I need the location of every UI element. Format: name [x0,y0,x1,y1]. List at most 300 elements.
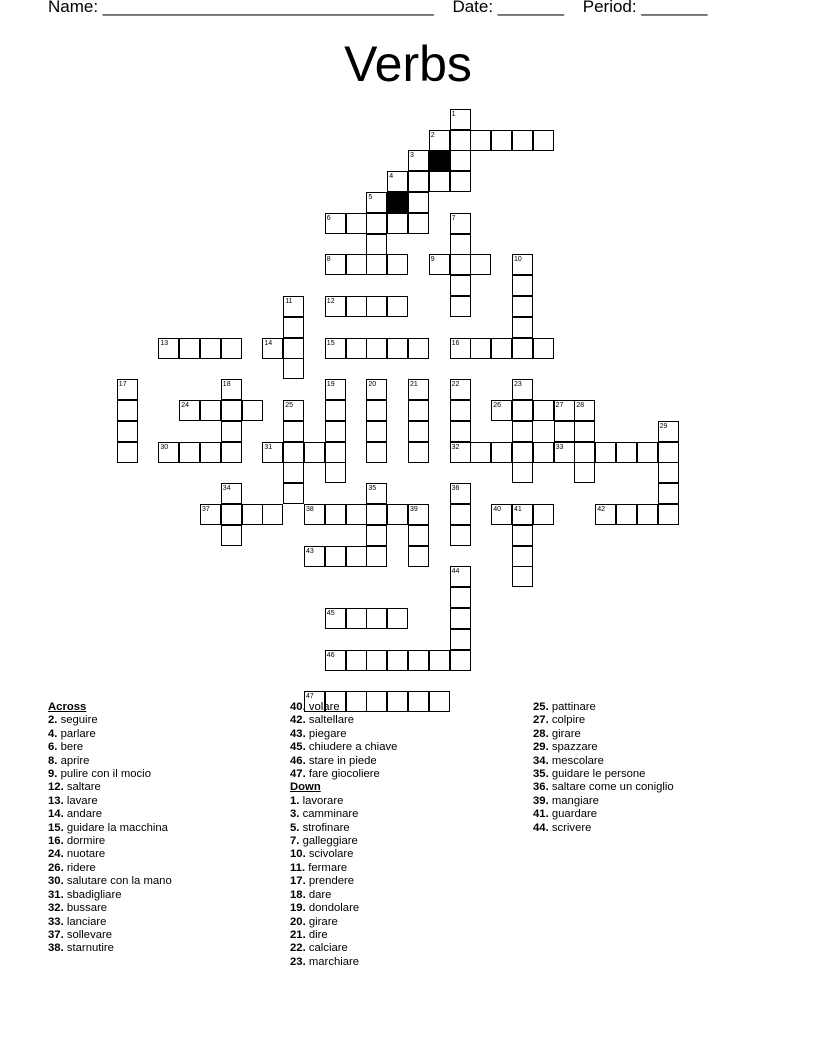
clue-text: dormire [66,835,106,848]
answer-cell[interactable] [366,379,387,400]
answer-cell[interactable] [346,254,367,275]
answer-cell[interactable] [262,504,283,525]
answer-cell[interactable] [366,442,387,463]
answer-cell[interactable] [574,400,595,421]
clue-number-label: 26 [493,402,501,409]
clue-text: chiudere a chiave [308,741,398,754]
answer-cell[interactable] [595,504,616,525]
answer-cell[interactable] [366,254,387,275]
clue-number: 31. [48,888,64,901]
answer-cell[interactable] [512,254,533,275]
answer-cell[interactable] [408,338,429,359]
down-heading: Down [290,781,321,794]
answer-cell[interactable] [450,109,471,130]
answer-cell[interactable] [408,525,429,546]
answer-cell[interactable] [387,213,408,234]
clue-item [290,701,397,714]
clue-text: volare [308,701,340,713]
clue-number: 32. [48,902,64,915]
clue-text: dire [308,928,328,941]
clues-column-3 [533,701,674,835]
clue-number: 43. [290,727,306,740]
answer-cell[interactable] [346,213,367,234]
clue-number-label: 21 [410,381,418,389]
answer-cell[interactable] [346,504,367,525]
clue-number: 18. [290,888,306,901]
clue-text: nuotare [66,848,106,861]
answer-cell[interactable] [366,338,387,359]
answer-cell[interactable] [616,442,637,463]
answer-cell[interactable] [325,421,346,442]
answer-cell[interactable] [158,442,179,463]
answer-cell[interactable] [366,296,387,317]
answer-cell[interactable] [325,546,346,567]
clue-item [48,889,172,902]
answer-cell[interactable] [658,504,679,525]
answer-cell[interactable] [429,650,450,671]
answer-cell[interactable] [512,400,533,421]
clue-number-label: 35 [368,485,377,493]
clue-number-label: 31 [264,443,273,451]
answer-cell[interactable] [200,504,221,525]
answer-cell[interactable] [450,629,471,650]
answer-cell[interactable] [221,504,242,525]
answer-cell[interactable] [366,608,387,629]
clue-number: 47. [290,768,306,781]
clue-number-label: 34 [222,485,231,493]
clue-item [48,929,172,942]
answer-cell[interactable] [346,608,367,629]
answer-cell[interactable] [387,504,408,525]
clue-number-label: 37 [202,506,210,513]
answer-cell[interactable] [450,296,471,317]
answer-cell[interactable] [158,338,179,359]
down-list-part-2 [533,701,674,835]
clue-item [290,916,397,929]
name-field[interactable]: Name: ___________________________________ [48,0,434,16]
clue-number-label: 36 [451,485,460,493]
answer-cell[interactable] [221,421,242,442]
answer-cell[interactable] [262,338,283,359]
clue-number: 12. [48,781,64,794]
answer-cell[interactable] [242,504,263,525]
answer-cell[interactable] [117,400,138,421]
clue-number: 27. [533,714,549,727]
answer-cell[interactable] [408,442,429,463]
clue-number-label: 32 [451,443,460,451]
answer-cell[interactable] [408,192,429,213]
answer-cell[interactable] [491,338,512,359]
clue-number: 14. [48,808,64,821]
clue-number: 44. [533,821,549,834]
answer-cell[interactable] [533,400,554,421]
clue-number-label: 11 [285,298,293,305]
answer-cell[interactable] [387,171,408,192]
answer-cell[interactable] [491,400,512,421]
clue-item [290,942,397,955]
answer-cell[interactable] [450,379,471,400]
clue-number-label: 45 [326,610,335,617]
answer-cell[interactable] [470,338,491,359]
answer-cell[interactable] [512,275,533,296]
clue-number-label: 16 [451,339,460,347]
answer-cell[interactable] [637,442,658,463]
clue-number-label: 10 [514,256,522,264]
answer-cell[interactable] [429,171,450,192]
answer-cell[interactable] [408,213,429,234]
clue-number-label: 24 [181,402,189,409]
clue-number: 7. [290,835,300,848]
clue-number: 17. [290,875,306,888]
clue-text: fermare [308,861,348,874]
clue-text: lavare [66,794,98,807]
clue-text: lanciare [66,915,107,928]
answer-cell[interactable] [450,650,471,671]
answer-cell[interactable] [325,296,346,317]
date-field[interactable]: Date: _______ [452,0,564,16]
clue-text: spazzare [551,741,598,754]
answer-cell[interactable] [283,296,304,317]
clue-number-label: 43 [306,547,314,555]
answer-cell[interactable] [450,338,471,359]
clue-number: 38. [48,942,64,955]
clue-text: calciare [308,942,348,955]
answer-cell[interactable] [117,379,138,400]
answer-cell[interactable] [450,587,471,608]
clue-number: 23. [290,955,306,968]
clue-number-label: 14 [264,339,273,347]
answer-cell[interactable] [408,504,429,525]
answer-cell[interactable] [450,608,471,629]
clue-number: 10. [290,848,306,861]
answer-cell[interactable] [450,400,471,421]
answer-cell[interactable] [491,504,512,525]
clue-number: 4. [48,727,58,740]
answer-cell[interactable] [450,421,471,442]
answer-cell[interactable] [450,171,471,192]
answer-cell[interactable] [221,379,242,400]
clue-item [533,741,674,754]
clue-number-label: 15 [326,339,335,347]
answer-cell[interactable] [221,442,242,463]
clue-number: 37. [48,928,64,941]
answer-cell[interactable] [450,525,471,546]
clue-number: 36. [533,781,549,794]
clue-text: marchiare [308,955,360,968]
clue-number: 45. [290,741,306,754]
answer-cell[interactable] [179,400,200,421]
answer-cell[interactable] [408,171,429,192]
clues-column-2 [290,701,397,969]
answer-cell[interactable] [117,421,138,442]
clue-text: sbadigliare [66,888,122,901]
answer-cell[interactable] [512,421,533,442]
answer-cell[interactable] [533,504,554,525]
answer-cell[interactable] [366,192,387,213]
clue-number: 24. [48,848,64,861]
answer-cell[interactable] [366,504,387,525]
clue-number-label: 27 [555,402,564,409]
answer-cell[interactable] [450,566,471,587]
answer-cell[interactable] [470,130,491,151]
clue-number: 46. [290,754,306,767]
answer-cell[interactable] [262,442,283,463]
answer-cell[interactable] [533,130,554,151]
clue-item [48,902,172,915]
answer-cell[interactable] [616,504,637,525]
clue-number: 22. [290,942,306,955]
answer-cell[interactable] [346,546,367,567]
answer-cell[interactable] [554,442,575,463]
clue-number: 42. [290,714,306,727]
answer-cell[interactable] [366,213,387,234]
clue-text: lavorare [302,794,344,807]
answer-cell[interactable] [450,213,471,234]
answer-cell[interactable] [658,483,679,504]
clue-number-label: 3 [410,152,414,160]
answer-cell[interactable] [658,462,679,483]
answer-cell[interactable] [450,234,471,255]
answer-cell[interactable] [366,483,387,504]
clue-number-label: 42 [597,506,605,513]
clue-text: andare [66,808,103,821]
clue-number-label: 17 [118,381,127,389]
clue-number: 30. [48,875,64,888]
answer-cell[interactable] [283,442,304,463]
answer-cell[interactable] [283,317,304,338]
clue-text: guidare la macchina [66,821,168,834]
answer-cell[interactable] [554,400,575,421]
clue-text: girare [308,915,338,928]
answer-cell[interactable] [512,442,533,463]
clue-item [48,741,172,754]
clue-number-label: 30 [160,443,169,451]
clue-number: 16. [48,835,64,848]
answer-cell[interactable] [408,379,429,400]
answer-cell[interactable] [366,650,387,671]
answer-cell[interactable] [366,421,387,442]
answer-cell[interactable] [408,150,429,171]
answer-cell[interactable] [491,442,512,463]
answer-cell[interactable] [366,546,387,567]
clue-item [48,875,172,888]
answer-cell[interactable] [304,442,325,463]
answer-cell[interactable] [512,296,533,317]
clue-item [48,942,172,955]
clue-number-label: 33 [555,443,564,451]
clue-number: 26. [48,861,64,874]
answer-cell[interactable] [512,462,533,483]
answer-cell[interactable] [491,130,512,151]
clue-number-label: 2 [430,131,435,139]
clue-number: 41. [533,808,549,821]
answer-cell[interactable] [325,462,346,483]
answer-cell[interactable] [470,254,491,275]
clue-item [48,728,172,741]
clue-number-label: 22 [451,381,460,389]
answer-cell[interactable] [304,504,325,525]
answer-cell[interactable] [408,400,429,421]
answer-cell[interactable] [366,525,387,546]
clue-item [290,728,397,741]
clue-item [290,808,397,821]
answer-cell[interactable] [221,525,242,546]
answer-cell[interactable] [533,442,554,463]
answer-cell[interactable] [387,338,408,359]
answer-cell[interactable] [533,338,554,359]
answer-cell[interactable] [387,608,408,629]
clue-number: 8. [48,754,58,767]
clue-item [48,916,172,929]
answer-cell[interactable] [595,442,616,463]
answer-cell[interactable] [325,338,346,359]
answer-cell[interactable] [574,421,595,442]
answer-cell[interactable] [512,317,533,338]
answer-cell[interactable] [512,546,533,567]
answer-cell[interactable] [325,504,346,525]
answer-cell[interactable] [325,254,346,275]
answer-cell[interactable] [574,462,595,483]
clue-text: seguire [60,714,98,727]
clue-item [533,768,674,781]
clue-number-label: 39 [410,506,418,513]
clue-number: 3. [290,808,300,821]
answer-cell[interactable] [450,483,471,504]
answer-cell[interactable] [450,254,471,275]
answer-cell[interactable] [346,296,367,317]
clue-text: dare [308,888,332,901]
answer-cell[interactable] [179,442,200,463]
answer-cell[interactable] [450,504,471,525]
answer-cell[interactable] [325,608,346,629]
answer-cell[interactable] [658,442,679,463]
answer-cell[interactable] [221,483,242,504]
answer-cell[interactable] [574,442,595,463]
answer-cell[interactable] [408,691,429,712]
answer-cell[interactable] [200,442,221,463]
clue-text: scivolare [308,848,354,861]
answer-cell[interactable] [512,130,533,151]
clue-number-label: 38 [306,506,314,513]
clue-item [48,714,172,727]
clue-item [48,808,172,821]
answer-cell[interactable] [658,421,679,442]
clue-item [290,741,397,754]
answer-cell[interactable] [117,442,138,463]
answer-cell[interactable] [408,421,429,442]
answer-cell[interactable] [366,400,387,421]
answer-cell[interactable] [512,504,533,525]
clue-number: 5. [290,821,300,834]
answer-cell[interactable] [304,546,325,567]
answer-cell[interactable] [429,130,450,151]
answer-cell[interactable] [346,338,367,359]
answer-cell[interactable] [450,442,471,463]
answer-cell[interactable] [450,150,471,171]
clue-item [48,862,172,875]
answer-cell[interactable] [470,442,491,463]
answer-cell[interactable] [325,379,346,400]
answer-cell[interactable] [512,379,533,400]
clue-item [48,835,172,848]
answer-cell[interactable] [283,462,304,483]
answer-cell[interactable] [387,296,408,317]
clue-text: pattinare [551,701,596,713]
clue-item [533,728,674,741]
answer-cell[interactable] [512,338,533,359]
clue-item [290,862,397,875]
answer-cell[interactable] [450,275,471,296]
clue-item [533,808,674,821]
answer-cell[interactable] [283,358,304,379]
clue-item [290,835,397,848]
clue-number-label: 29 [659,422,668,430]
clue-text: sollevare [66,928,113,941]
answer-cell[interactable] [346,650,367,671]
answer-cell[interactable] [242,400,263,421]
clue-number: 21. [290,928,306,941]
answer-cell[interactable] [283,421,304,442]
answer-cell[interactable] [387,650,408,671]
black-square [429,150,450,171]
clue-text: mangiare [551,794,599,807]
answer-cell[interactable] [221,338,242,359]
answer-cell[interactable] [512,525,533,546]
answer-cell[interactable] [429,691,450,712]
answer-cell[interactable] [283,338,304,359]
answer-cell[interactable] [325,400,346,421]
clue-item [533,701,674,714]
clue-number: 40. [290,701,306,713]
answer-cell[interactable] [408,650,429,671]
clue-text: galleggiare [302,835,358,848]
answer-cell[interactable] [283,483,304,504]
clue-text: saltellare [308,714,355,727]
answer-cell[interactable] [366,234,387,255]
answer-cell[interactable] [637,504,658,525]
period-field[interactable]: Period: _______ [582,0,708,16]
answer-cell[interactable] [325,442,346,463]
answer-cell[interactable] [200,338,221,359]
clue-text: saltare come un coniglio [551,781,674,794]
clue-item [290,929,397,942]
clue-item [290,956,397,969]
clue-number-label: 4 [389,173,394,181]
clue-item [533,781,674,794]
clue-number-label: 5 [368,194,373,201]
answer-cell[interactable] [179,338,200,359]
clue-text: camminare [302,808,359,821]
clue-item [290,768,397,781]
answer-cell[interactable] [429,254,450,275]
clue-text: guardare [551,808,598,821]
answer-cell[interactable] [408,546,429,567]
clue-text: starnutire [66,942,114,955]
answer-cell[interactable] [325,650,346,671]
answer-cell[interactable] [450,130,471,151]
answer-cell[interactable] [283,400,304,421]
answer-cell[interactable] [325,213,346,234]
answer-cell[interactable] [512,566,533,587]
clue-text: parlare [60,727,96,740]
answer-cell[interactable] [387,254,408,275]
answer-cell[interactable] [554,421,575,442]
answer-cell[interactable] [200,400,221,421]
answer-cell[interactable] [221,400,242,421]
clue-number: 9. [48,768,58,781]
clue-text: bussare [66,902,108,915]
clue-text: bere [60,741,84,754]
